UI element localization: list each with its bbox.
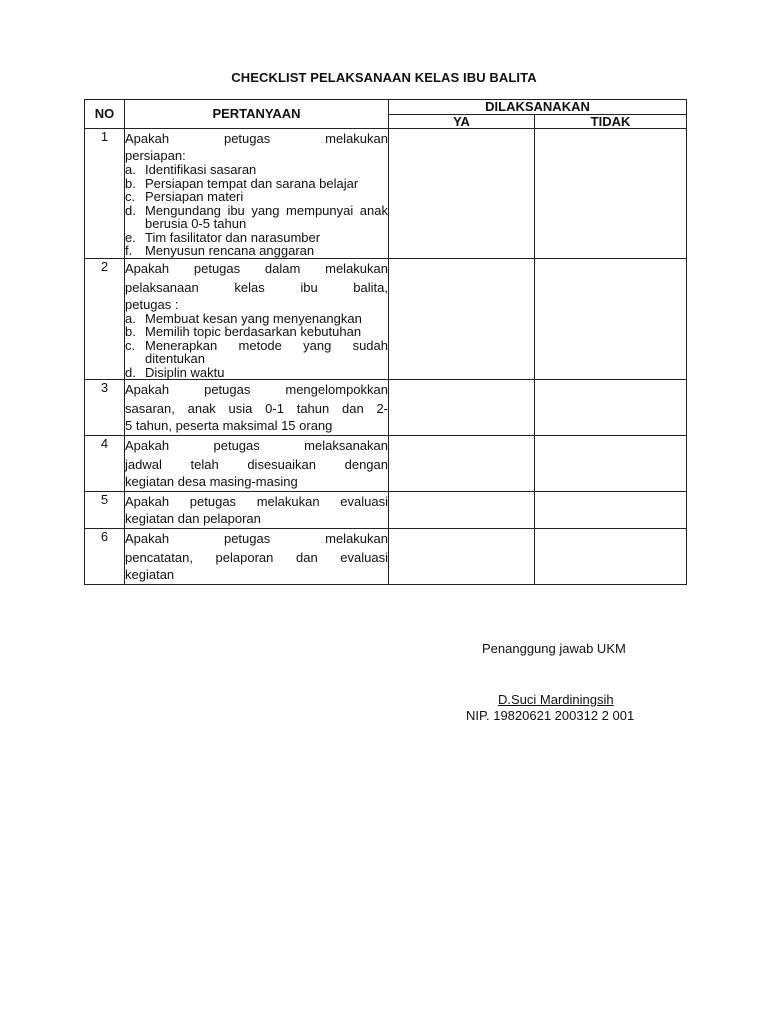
option-text: Mengundang ibu yang mempunyai anak berusia 0-5 tahun <box>145 202 388 231</box>
row-number: 5 <box>85 492 125 529</box>
header-done: DILAKSANAKAN <box>389 100 687 115</box>
no-checkbox-cell[interactable] <box>535 380 687 436</box>
no-checkbox-cell[interactable] <box>535 436 687 492</box>
header-no-answer: TIDAK <box>535 115 687 129</box>
option-list <box>125 163 388 258</box>
question-line: kegiatan desa masing-masing <box>125 474 298 489</box>
list-item <box>125 231 388 245</box>
no-checkbox-cell[interactable] <box>535 129 687 259</box>
header-no: NO <box>85 100 125 129</box>
no-checkbox-cell[interactable] <box>535 492 687 529</box>
signature-nip: NIP. 19820621 200312 2 001 <box>466 708 635 723</box>
option-marker: a. <box>125 310 136 326</box>
option-text: Menerapkan metode yang sudah ditentukan <box>145 337 388 366</box>
table-row <box>85 129 687 259</box>
option-list <box>125 312 388 380</box>
header-yes: YA <box>389 115 535 129</box>
row-number: 4 <box>85 436 125 492</box>
question-line: persiapan: <box>125 148 186 163</box>
list-item <box>125 163 388 177</box>
option-marker: c. <box>125 337 136 353</box>
option-text: Tim fasilitator dan narasumber <box>145 229 321 245</box>
option-marker: c. <box>125 189 136 204</box>
option-marker: e. <box>125 229 136 245</box>
signature-title: Penanggung jawab UKM <box>482 641 626 656</box>
yes-checkbox-cell[interactable] <box>389 380 535 436</box>
option-marker: b. <box>125 324 136 339</box>
row-number: 2 <box>85 258 125 380</box>
question-cell <box>125 129 389 259</box>
list-item <box>125 339 388 366</box>
question-line: Apakah petugas dalam melakukan <box>125 260 388 276</box>
question-cell <box>125 436 389 492</box>
question-line: pelaksanaan kelas ibu balita, <box>125 279 388 295</box>
question-cell <box>125 529 389 585</box>
checklist-table <box>84 99 687 585</box>
question-line: kegiatan dan pelaporan <box>125 511 261 526</box>
row-number: 1 <box>85 129 125 259</box>
signature-name: D.Suci Mardiningsih <box>498 692 614 707</box>
table-row <box>85 258 687 380</box>
option-marker: a. <box>125 162 136 177</box>
list-item <box>125 312 388 326</box>
option-marker: b. <box>125 175 136 191</box>
question-line: Apakah petugas melaksanakan <box>125 438 388 453</box>
table-row <box>85 529 687 585</box>
question-cell <box>125 258 389 380</box>
question-line: Apakah petugas melakukan <box>125 531 388 546</box>
table-row <box>85 436 687 492</box>
no-checkbox-cell[interactable] <box>535 258 687 380</box>
option-text: Membuat kesan yang menyenangkan <box>145 310 362 326</box>
option-text: Menyusun rencana anggaran <box>145 243 315 258</box>
row-number: 3 <box>85 380 125 436</box>
yes-checkbox-cell[interactable] <box>389 529 535 585</box>
question-line: pencatatan, pelaporan dan evaluasi <box>125 550 388 565</box>
option-marker: f. <box>125 243 133 258</box>
option-marker: d. <box>125 364 136 380</box>
list-item <box>125 325 388 339</box>
question-line: Apakah petugas melakukan evaluasi <box>125 494 388 509</box>
option-text: Memilih topic berdasarkan kebutuhan <box>145 324 362 339</box>
question-line: sasaran, anak usia 0-1 tahun dan 2- <box>125 401 388 416</box>
option-text: Persiapan tempat dan sarana belajar <box>145 175 359 191</box>
option-text: Identifikasi sasaran <box>145 162 257 177</box>
list-item <box>125 190 388 204</box>
row-number: 6 <box>85 529 125 585</box>
question-line: Apakah petugas melakukan <box>125 131 388 146</box>
list-item <box>125 244 388 258</box>
document-title: CHECKLIST PELAKSANAAN KELAS IBU BALITA <box>231 70 537 85</box>
list-item <box>125 177 388 191</box>
option-text: Disiplin waktu <box>145 364 225 380</box>
header-question: PERTANYAAN <box>125 100 389 129</box>
table-row <box>85 492 687 529</box>
question-line: Apakah petugas mengelompokkan <box>125 382 388 397</box>
question-line: jadwal telah disesuaikan dengan <box>125 457 388 472</box>
option-text: Persiapan materi <box>145 189 244 204</box>
no-checkbox-cell[interactable] <box>535 529 687 585</box>
yes-checkbox-cell[interactable] <box>389 492 535 529</box>
yes-checkbox-cell[interactable] <box>389 258 535 380</box>
question-line: kegiatan <box>125 567 175 582</box>
list-item <box>125 204 388 231</box>
yes-checkbox-cell[interactable] <box>389 436 535 492</box>
table-row <box>85 380 687 436</box>
question-line: petugas : <box>125 296 179 312</box>
option-marker: d. <box>125 202 136 218</box>
question-cell <box>125 380 389 436</box>
question-cell <box>125 492 389 529</box>
yes-checkbox-cell[interactable] <box>389 129 535 259</box>
question-line: 5 tahun, peserta maksimal 15 orang <box>125 418 333 433</box>
list-item <box>125 366 388 380</box>
